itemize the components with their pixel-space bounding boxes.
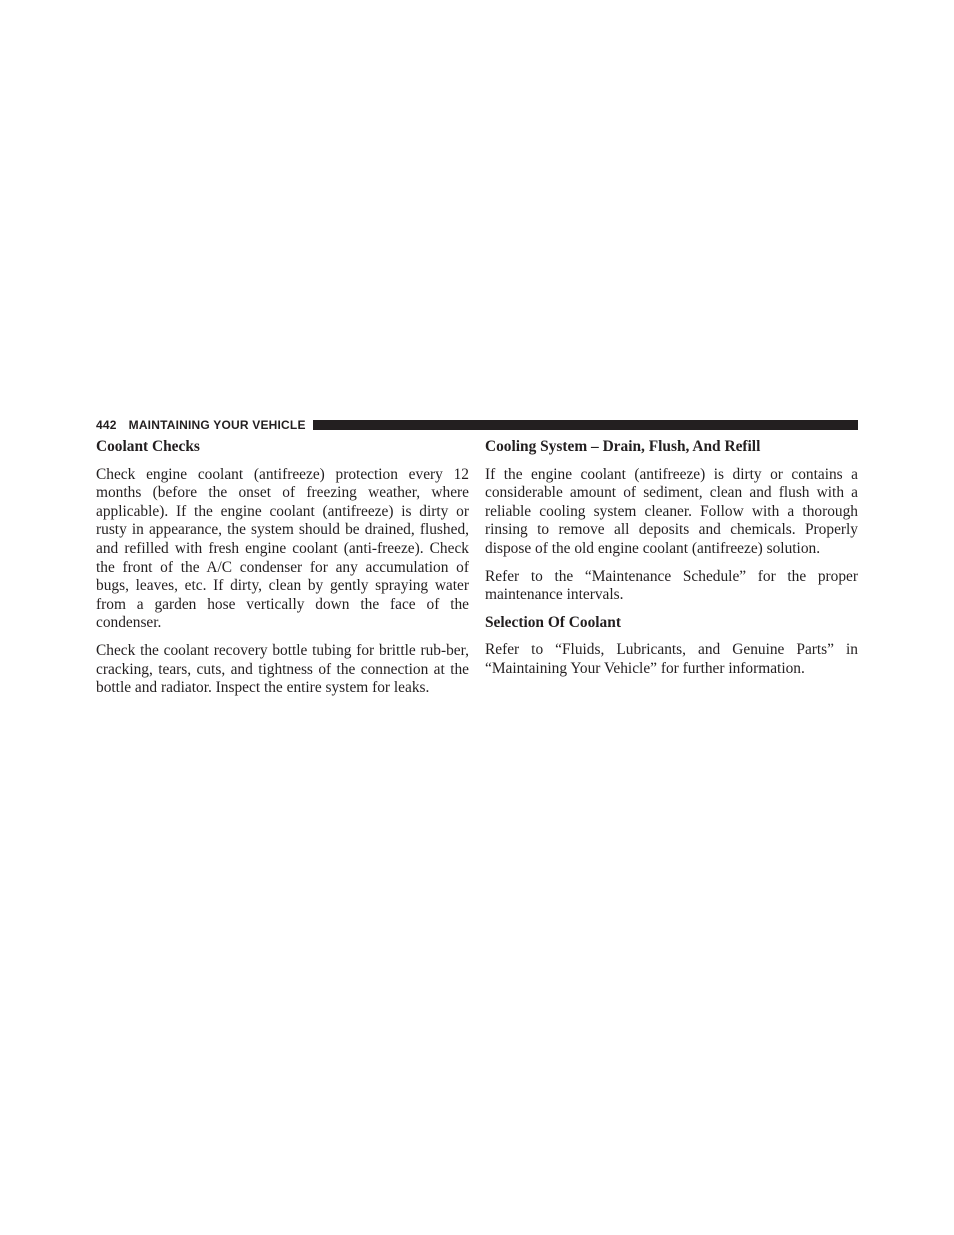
heading-coolant-checks: Coolant Checks <box>96 438 200 455</box>
header-rule <box>313 420 858 430</box>
section-title: MAINTAINING YOUR VEHICLE <box>128 418 306 432</box>
paragraph: Check engine coolant (antifreeze) protection every 12 months (before the onset of freezing weather, where applicable). If the engine coolant (antifreeze) is dirty or rusty in appearance, the system should be drained, flushed, and refilled with fresh engine coolant (anti-freeze). Check the front of the A/C condenser for any accumulation of bugs, leaves, etc. If dirty, clean by gently spraying water from a garden hose vertically down the face of the condenser. <box>96 465 469 632</box>
page-number: 442 <box>96 418 117 432</box>
paragraph: Refer to “Fluids, Lubricants, and Genuine Parts” in “Maintaining Your Vehicle” for further information. <box>485 641 858 677</box>
paragraph: Check the coolant recovery bottle tubing for brittle rub-ber, cracking, tears, cuts, and tightness of the connection at the bottle and radiator. Inspect the entire system for leaks. <box>96 641 469 697</box>
paragraph: If the engine coolant (antifreeze) is dirty or contains a considerable amount of sediment, clean and flush with a reliable cooling system cleaner. Follow with a thorough rinsing to remove all deposits and chemicals. Properly dispose of the old engine coolant (antifreeze) solution. <box>485 465 858 557</box>
heading-cooling-system: Cooling System – Drain, Flush, And Refill <box>485 438 761 455</box>
left-column <box>96 438 469 707</box>
right-column <box>485 438 858 688</box>
running-header <box>96 417 858 433</box>
paragraph: Refer to the “Maintenance Schedule” for the proper maintenance intervals. <box>485 567 858 604</box>
heading-selection-of-coolant: Selection Of Coolant <box>485 613 621 631</box>
